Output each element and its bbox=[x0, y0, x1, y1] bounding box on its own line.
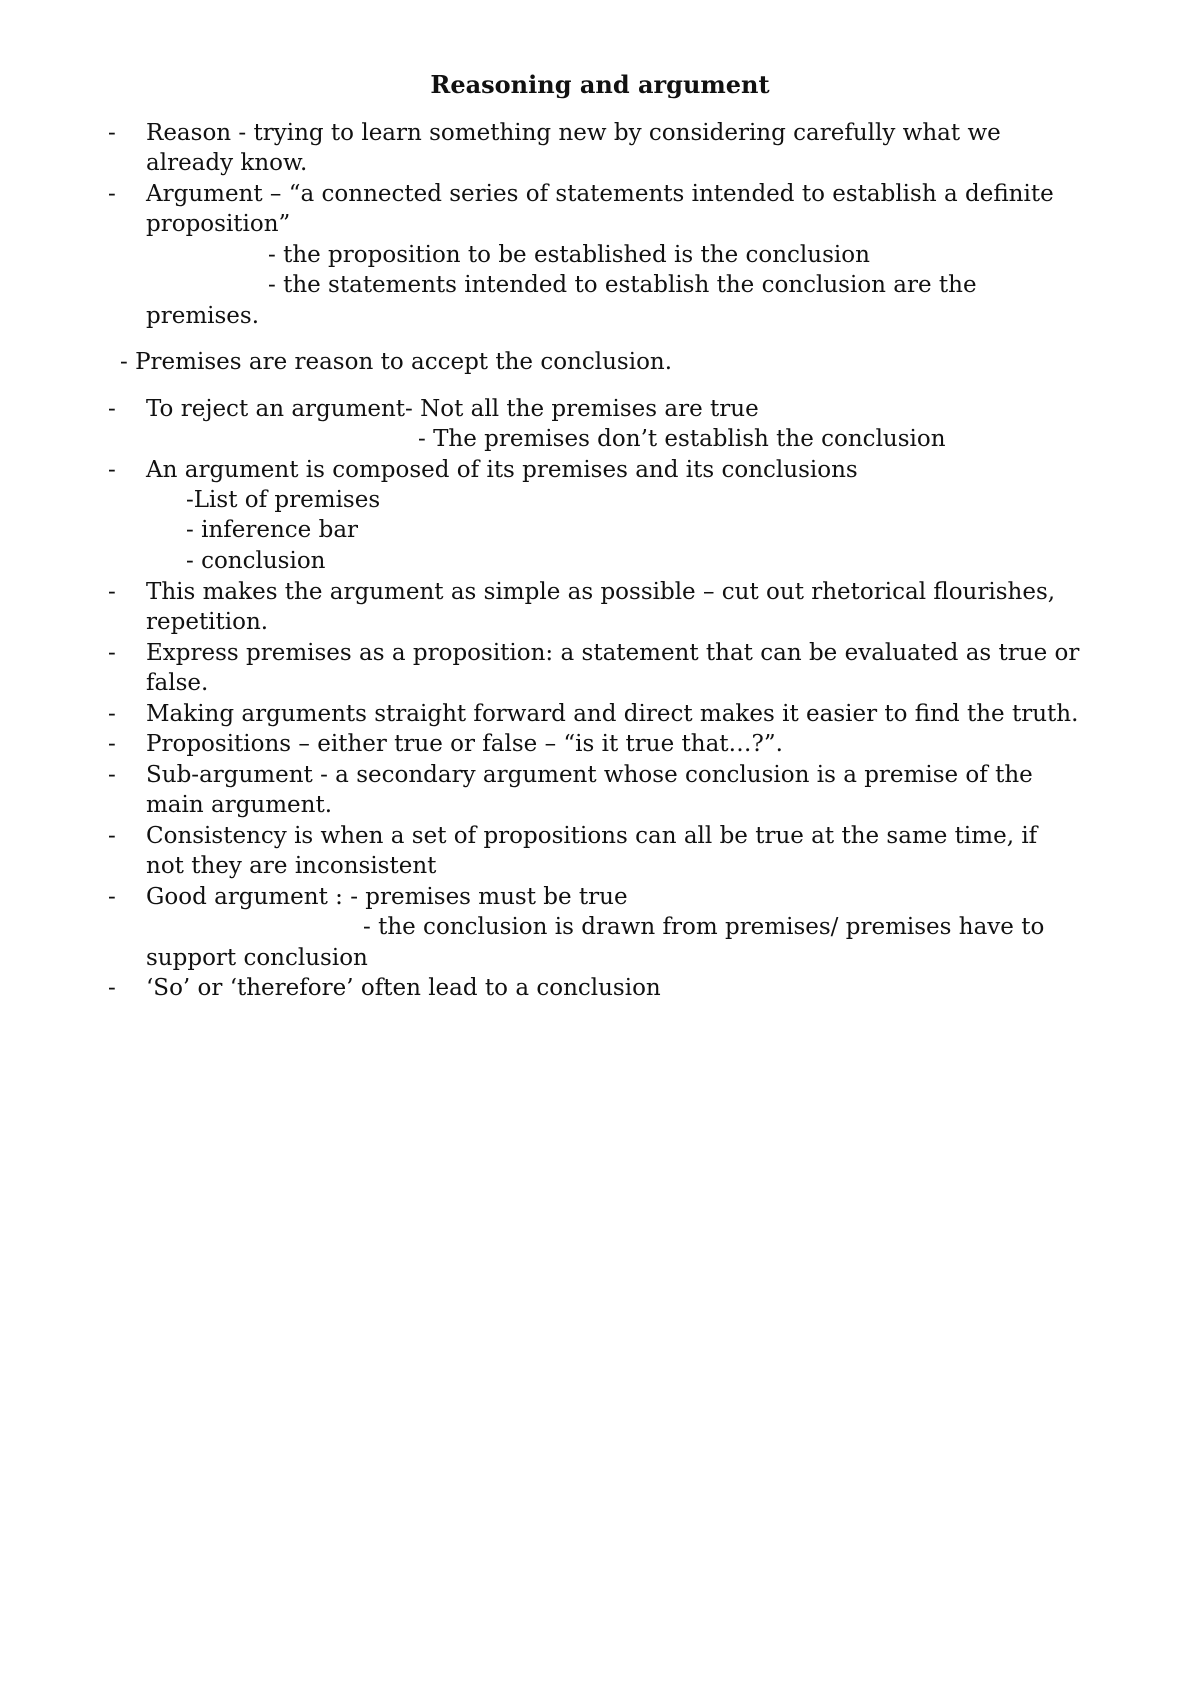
bullet-dash: - bbox=[108, 640, 116, 666]
bullet-dash: - bbox=[108, 975, 116, 1001]
body-line: -List of premises bbox=[186, 487, 381, 513]
body-line: To reject an argument- Not all the premises are true bbox=[146, 396, 759, 422]
body-line: Argument – “a connected series of statements intended to establish a definite bbox=[146, 181, 1054, 207]
body-line: already know. bbox=[146, 150, 308, 176]
body-line: main argument. bbox=[146, 792, 333, 818]
body-line: - the proposition to be established is the conclusion bbox=[268, 242, 870, 268]
body-line: Reason - trying to learn something new by considering carefully what we bbox=[146, 120, 1001, 146]
body-line: An argument is composed of its premises and its conclusions bbox=[146, 457, 858, 483]
body-line: premises. bbox=[146, 303, 260, 329]
body-line: Propositions – either true or false – “is it true that…?”. bbox=[146, 731, 783, 757]
body-line: - inference bar bbox=[186, 517, 359, 543]
body-line: - the conclusion is drawn from premises/ premises have to bbox=[363, 914, 1045, 940]
body-line: Sub-argument - a secondary argument whose conclusion is a premise of the bbox=[146, 762, 1033, 788]
body-line: Good argument : - premises must be true bbox=[146, 884, 628, 910]
bullet-dash: - bbox=[108, 823, 116, 849]
bullet-dash: - bbox=[108, 396, 116, 422]
body-line: Express premises as a proposition: a statement that can be evaluated as true or bbox=[146, 640, 1080, 666]
body-line: not they are inconsistent bbox=[146, 853, 437, 879]
bullet-dash: - bbox=[108, 701, 116, 727]
bullet-dash: - bbox=[108, 579, 116, 605]
document-title: Reasoning and argument bbox=[430, 70, 770, 99]
bullet-dash: - bbox=[108, 120, 116, 146]
body-line: - the statements intended to establish the conclusion are the bbox=[268, 272, 977, 298]
body-line: Making arguments straight forward and direct makes it easier to find the truth. bbox=[146, 701, 1079, 727]
bullet-dash: - bbox=[108, 181, 116, 207]
body-line: Consistency is when a set of propositions can all be true at the same time, if bbox=[146, 823, 1038, 849]
body-line: ‘So’ or ‘therefore’ often lead to a conclusion bbox=[146, 975, 661, 1001]
bullet-dash: - bbox=[108, 731, 116, 757]
body-line: - The premises don’t establish the conclusion bbox=[418, 426, 946, 452]
body-line: - Premises are reason to accept the conclusion. bbox=[120, 349, 673, 375]
body-line: repetition. bbox=[146, 609, 269, 635]
body-line: This makes the argument as simple as possible – cut out rhetorical flourishes, bbox=[146, 579, 1056, 605]
bullet-dash: - bbox=[108, 457, 116, 483]
body-line: - conclusion bbox=[186, 548, 326, 574]
body-line: false. bbox=[146, 670, 209, 696]
bullet-dash: - bbox=[108, 884, 116, 910]
bullet-dash: - bbox=[108, 762, 116, 788]
body-line: support conclusion bbox=[146, 945, 368, 971]
body-line: proposition” bbox=[146, 211, 291, 237]
